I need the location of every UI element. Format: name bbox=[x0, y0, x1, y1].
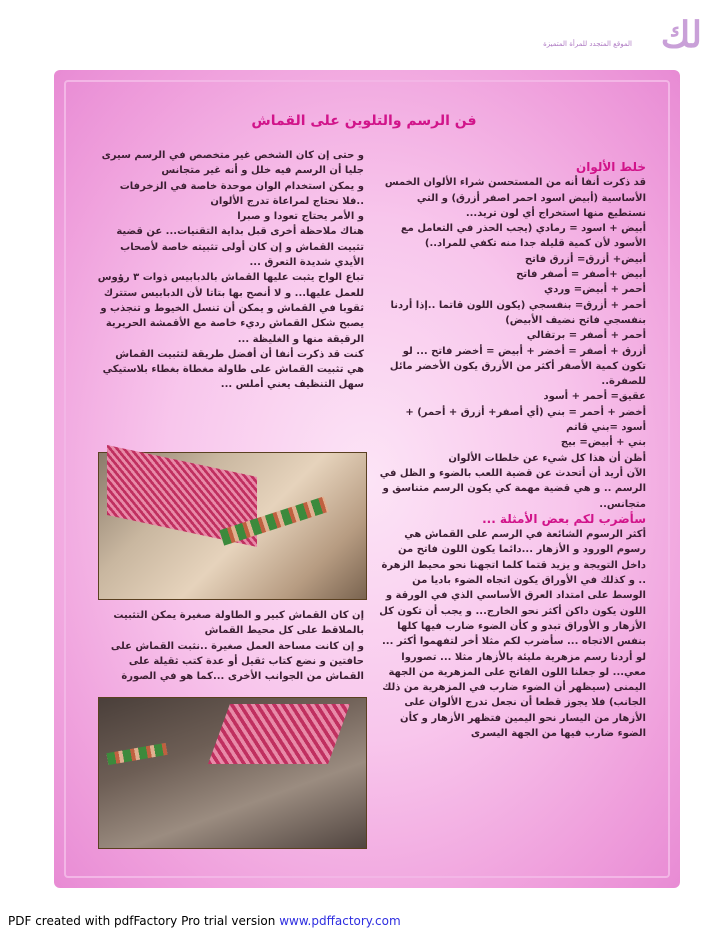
paragraph: عقيق= أحمر + أسود bbox=[543, 391, 646, 403]
heading-color-mixing: خلط الألوان bbox=[575, 160, 646, 174]
right-paragraphs-2 bbox=[378, 527, 646, 741]
paragraph: أحمر + أزرق= بنفسجي (يكون اللون قاتما ..إذا أردنا بنفسجي فاتح نضيف الأبيض) bbox=[390, 299, 646, 326]
photo-fabric-clamped bbox=[98, 452, 367, 600]
left-column-top bbox=[96, 148, 364, 393]
photo-clips-2 bbox=[106, 743, 167, 765]
photo-book-2 bbox=[208, 704, 350, 764]
paragraph: هناك ملاحظة أخرى قبل بداية التقنيات... عن قضية تثبيت القماش و إن كان أولى تثبيته خاصة لأصحاب الأيدي شديدة التعرق ... bbox=[116, 226, 364, 269]
footer-text: PDF created with pdfFactory Pro trial version bbox=[8, 914, 276, 928]
photo-fabric-books bbox=[98, 697, 367, 849]
footer-link[interactable]: www.pdffactory.com bbox=[279, 914, 401, 928]
heading-examples: سأضرب لكم بعض الأمثلة ... bbox=[482, 511, 646, 526]
paragraph: أبيض+ أزرق= أزرق فاتح bbox=[524, 253, 646, 265]
site-logo bbox=[542, 14, 702, 62]
paragraph: الآن أريد أن أتحدث عن قضية اللعب بالضوء و الظل في الرسم .. و هي قضية مهمة كي يكون الرسم متناسق و متجانس.. bbox=[379, 467, 646, 510]
left-column-middle bbox=[96, 608, 364, 684]
paragraph: أزرق + أصفر = أخضر + أبيض = أخضر فاتح ... لو تكون كمية الأصفر أكثر من الأزرق يكون الأخضر مائل للصفرة.. bbox=[389, 345, 646, 388]
paragraph: إن كان القماش كبير و الطاولة صغيرة يمكن التثبيت بالملاقط على كل محيط القماش bbox=[113, 610, 364, 637]
paragraph: و يمكن استخدام الوان موحدة خاصة في الزخرفات ..فلا نحتاج لمراعاة تدرج الألوان bbox=[119, 180, 364, 207]
logo-tagline: الموقع المتجدد للمرأة المتميزة bbox=[543, 40, 632, 48]
paragraph: أخضر + أحمر = بني (أي أصفر+ أزرق + أحمر) + أسود =بني قاتم bbox=[405, 406, 646, 434]
article-title: فن الرسم والتلوين على القماش bbox=[251, 113, 477, 129]
left-paragraphs-2 bbox=[96, 608, 364, 684]
left-paragraphs-1 bbox=[96, 148, 364, 393]
paragraph: تباع الواح يثبت عليها القماش بالدبابيس ذوات ٣ رؤوس للعمل عليها... و لا أنصح بها بتاتا لأن الدبابيس ستترك ثقوبا في القماش و يمكن أن تنسل الخيوط و تنجذب و يصبح شكل القماش رديء خاصة مع الأقمشة الحريرية الرقيقة منها و الغليظة ... bbox=[97, 272, 364, 345]
paragraph: و الأمر يحتاج تعودا و صبرا bbox=[237, 211, 364, 223]
paragraph: أبيض + اسود = رمادي (يجب الحذر في التعامل مع الأسود لأن كمية قليلة جدا منه تكفي للمراد..) bbox=[400, 223, 646, 250]
paragraph: كنت قد ذكرت أنفا أن أفضل طريقة لتثبيت القماش هي تثبيت القماش على طاولة مغطاة بغطاء بلاستيكي سهل التنظيف يعني أملس ... bbox=[102, 348, 364, 391]
paragraph: قد ذكرت أنفا أنه من المستحسن شراء الألوان الخمس الأساسية (أبيض اسود احمر اصفر أزرق) و التي نستطيع منها استخراج أي لون تريد... bbox=[384, 177, 646, 219]
paragraph: أحمر + أبيض= وردي bbox=[544, 284, 646, 296]
paragraph: أكثر الرسوم الشائعة في الرسم على القماش هي رسوم الورود و الأزهار ...دائما يكون اللون فاتح من داخل التويجة و يزيد قتما كلما اتجهنا نحو محيط الزهرة .. و كذلك في الأوراق يكون اتجاه الضوء باديا من الوسط على امتداد العرق الأساسي الذي في الورقة و اللون يكون داكن أكثر نحو الخارج... و يجب أن تكون كل الأزهار و الأوراق تبدو و كأن الضوء ضارب فيها كلها بنفس الاتجاه ... سأضرب لكم مثلا أخر لتفهموا أكثر ... لو أردنا رسم مزهرية مليئة بالأزهار مثلا ... تصوروا معي... لو جعلنا اللون الفاتح على المزهرية من الجهة اليمنى (سيظهر أن الضوء ضارب في المزهرية من ذلك الجانب) فلا يجوز قطعا أن نجعل تدرج الألوان على الأزهار من اليسار نحو اليمين فتظهر الأزهار و كأن الضوء ضارب فيها من الجهة اليسرى bbox=[379, 529, 646, 739]
right-paragraphs-1 bbox=[378, 175, 646, 512]
right-column bbox=[378, 160, 646, 741]
paragraph: و إن كانت مساحة العمل صغيرة ..نثبت القماش على حافتين و نضع كتاب ثقيل أو عدة كتب ثقيلة على القماش من الجوانب الأخرى ...كما هو في الصورة bbox=[110, 640, 364, 683]
paragraph: و حتى إن كان الشخص غير متخصص في الرسم سيرى جليا أن الرسم فيه خلل و أنه غير متجانس bbox=[101, 150, 364, 177]
logo-mark: لك bbox=[660, 14, 702, 56]
paragraph: بني + أبيض= بيج bbox=[560, 437, 646, 449]
paragraph: أبيض +أصفر = أصفر فاتح bbox=[516, 269, 646, 281]
pdf-footer bbox=[8, 914, 401, 928]
paragraph: أظن أن هذا كل شيء عن خلطات الألوان bbox=[448, 452, 646, 464]
paragraph: أحمر + أصفر = برتقالي bbox=[526, 330, 646, 342]
